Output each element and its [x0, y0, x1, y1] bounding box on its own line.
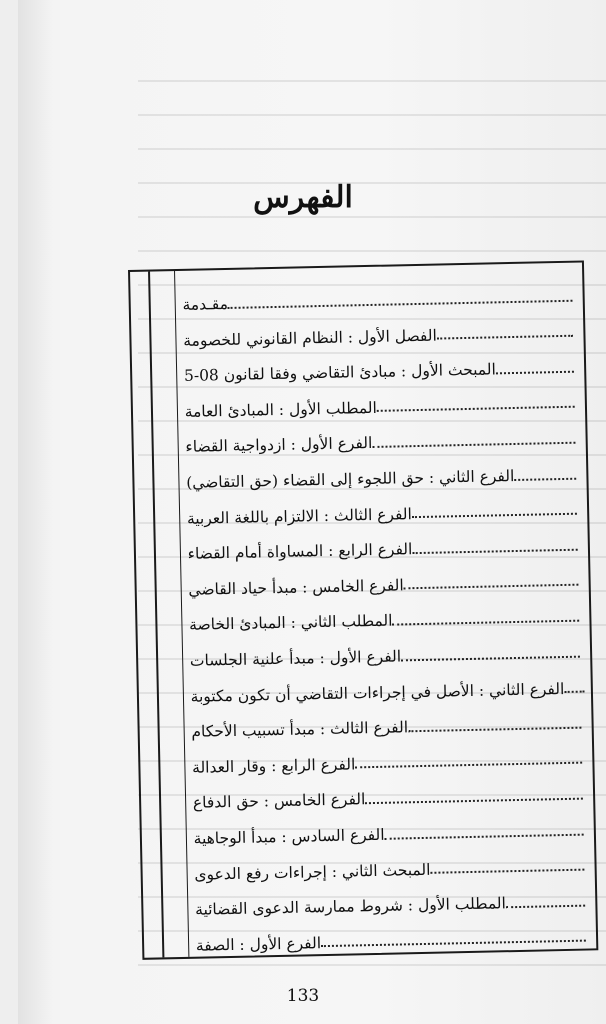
leader-dots [506, 904, 585, 908]
page-title: الفهرس [253, 180, 353, 215]
toc-entry-title: المطلب الأول : شروط ممارسة الدعوى القضائية [194, 894, 507, 919]
leader-dots [355, 762, 582, 769]
page-number: 133 [286, 986, 320, 1006]
leader-dots [377, 406, 575, 412]
frame-column-line [148, 272, 164, 958]
leader-dots [385, 833, 584, 839]
leader-dots [228, 299, 573, 308]
toc-entry-title: الفرع الثاني : الأصل في إجراءات التقاضي أن تكون مكتوبة [190, 679, 565, 706]
leader-dots [372, 442, 575, 448]
toc-entry-title: المطلب الأول : المبادئ العامة [184, 398, 378, 421]
toc-entry-title: الفرع الخامس : مبدأ حياد القاضي [188, 576, 404, 599]
toc-entry-title: الفرع الثالث : مبدأ تسبيب الأحكام [191, 718, 409, 742]
leader-dots [430, 869, 584, 874]
leader-dots [514, 477, 576, 480]
toc-entry-title: المبحث الثاني : إجراءات رفع الدعوى [194, 860, 431, 884]
leader-dots [437, 335, 573, 340]
toc-entry-title: الفرع الأول : الصفة [195, 933, 322, 955]
leader-dots [412, 513, 577, 518]
toc-entry-title: الفصل الأول : النظام القانوني للخصومة [183, 326, 437, 350]
table-of-contents [178, 274, 586, 958]
toc-entry-title: الفرع السادس : مبدأ الوجاهية [193, 825, 385, 848]
leader-dots [365, 798, 583, 805]
toc-entry-title: المطلب الثاني : المبادئ الخاصة [189, 612, 393, 635]
toc-entry-title: مقـدمة [182, 295, 229, 315]
toc-entry-title: الفرع الثالث : الالتزام باللغة العربية [186, 504, 413, 528]
toc-entry-title: الفرع الرابع : المساواة أمام القضاء [187, 540, 413, 564]
leader-dots [321, 940, 586, 948]
leader-dots [404, 584, 579, 590]
leader-dots [496, 371, 574, 375]
leader-dots [408, 726, 581, 732]
toc-entry-title: المبحث الأول : مبادئ التقاضي وفقا لقانون 08-5 [183, 360, 496, 386]
toc-entry-title: الفرع الأول : مبدأ علنية الجلسات [189, 647, 402, 670]
leader-dots [393, 620, 580, 626]
toc-entry-title: الفرع الأول : ازدواجية القضاء [185, 434, 373, 457]
leader-dots [401, 655, 580, 661]
toc-entry-title: الفرع الرابع : وقار العدالة [191, 755, 356, 777]
leader-dots [412, 548, 577, 553]
toc-entry-title: الفرع الثاني : حق اللجوء إلى القضاء (حق التقاضي) [186, 467, 515, 492]
toc-entry-title: الفرع الخامس : حق الدفاع [192, 790, 366, 813]
leader-dots [564, 691, 584, 693]
